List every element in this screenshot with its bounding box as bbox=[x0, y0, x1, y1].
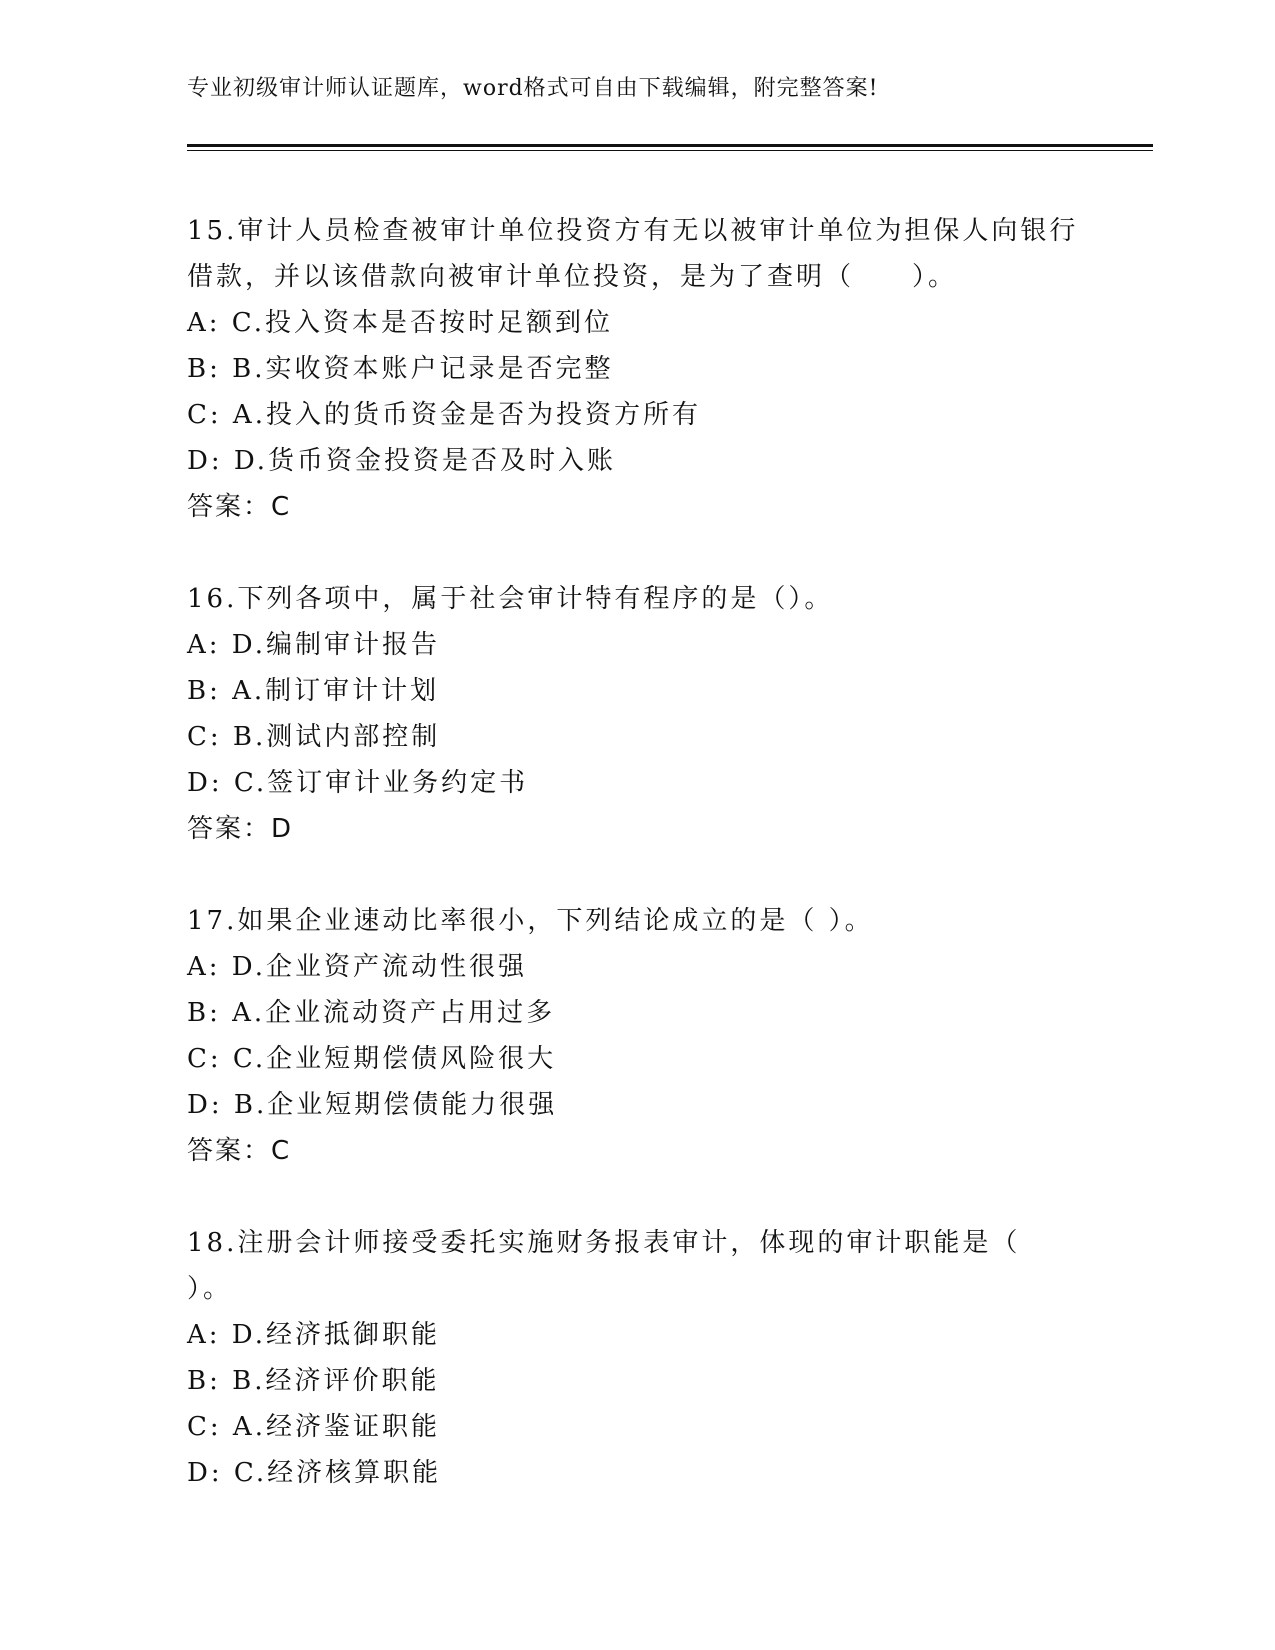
option-a: A: C.投入资本是否按时足额到位 bbox=[187, 308, 614, 338]
option-d: D: B.企业短期偿债能力很强 bbox=[187, 1090, 558, 1120]
answer-text: 答案：C bbox=[187, 492, 292, 522]
answer-text: 答案：D bbox=[187, 814, 294, 844]
question-stem: 17.如果企业速动比率很小，下列结论成立的是（ ）。 bbox=[187, 906, 874, 936]
option-d: D: C.签订审计业务约定书 bbox=[187, 768, 529, 798]
option-b: B: A.制订审计计划 bbox=[187, 676, 440, 706]
option-c: C: B.测试内部控制 bbox=[187, 722, 441, 752]
option-a: A: D.企业资产流动性很强 bbox=[187, 952, 527, 982]
question-stem: 15.审计人员检查被审计单位投资方有无以被审计单位为担保人向银行 bbox=[187, 216, 1079, 246]
option-c: C: A.经济鉴证职能 bbox=[187, 1412, 440, 1442]
question-stem: ）。 bbox=[187, 1274, 233, 1304]
question-stem: 16.下列各项中，属于社会审计特有程序的是（）。 bbox=[187, 584, 834, 614]
question-18 bbox=[187, 1220, 1087, 1496]
option-b: B: A.企业流动资产占用过多 bbox=[187, 998, 556, 1028]
option-b: B: B.经济评价职能 bbox=[187, 1366, 440, 1396]
question-stem: 18.注册会计师接受委托实施财务报表审计，体现的审计职能是（ bbox=[187, 1228, 1021, 1258]
option-d: D: D.货币资金投资是否及时入账 bbox=[187, 446, 617, 476]
question-16 bbox=[187, 576, 1087, 852]
question-15 bbox=[187, 208, 1087, 530]
answer-text: 答案：C bbox=[187, 1136, 292, 1166]
question-stem: 借款，并以该借款向被审计单位投资，是为了查明（ ）。 bbox=[187, 262, 958, 292]
header-rule-thin bbox=[187, 150, 1153, 151]
option-c: C: C.企业短期偿债风险很大 bbox=[187, 1044, 557, 1074]
option-d: D: C.经济核算职能 bbox=[187, 1458, 442, 1488]
option-a: A: D.编制审计报告 bbox=[187, 630, 440, 660]
header-rule-thick bbox=[187, 144, 1153, 147]
question-17 bbox=[187, 898, 1087, 1174]
option-b: B: B.实收资本账户记录是否完整 bbox=[187, 354, 614, 384]
question-list bbox=[187, 208, 1087, 1542]
option-c: C: A.投入的货币资金是否为投资方所有 bbox=[187, 400, 701, 430]
option-a: A: D.经济抵御职能 bbox=[187, 1320, 440, 1350]
document-header: 专业初级审计师认证题库，word格式可自由下载编辑，附完整答案! bbox=[187, 76, 879, 101]
